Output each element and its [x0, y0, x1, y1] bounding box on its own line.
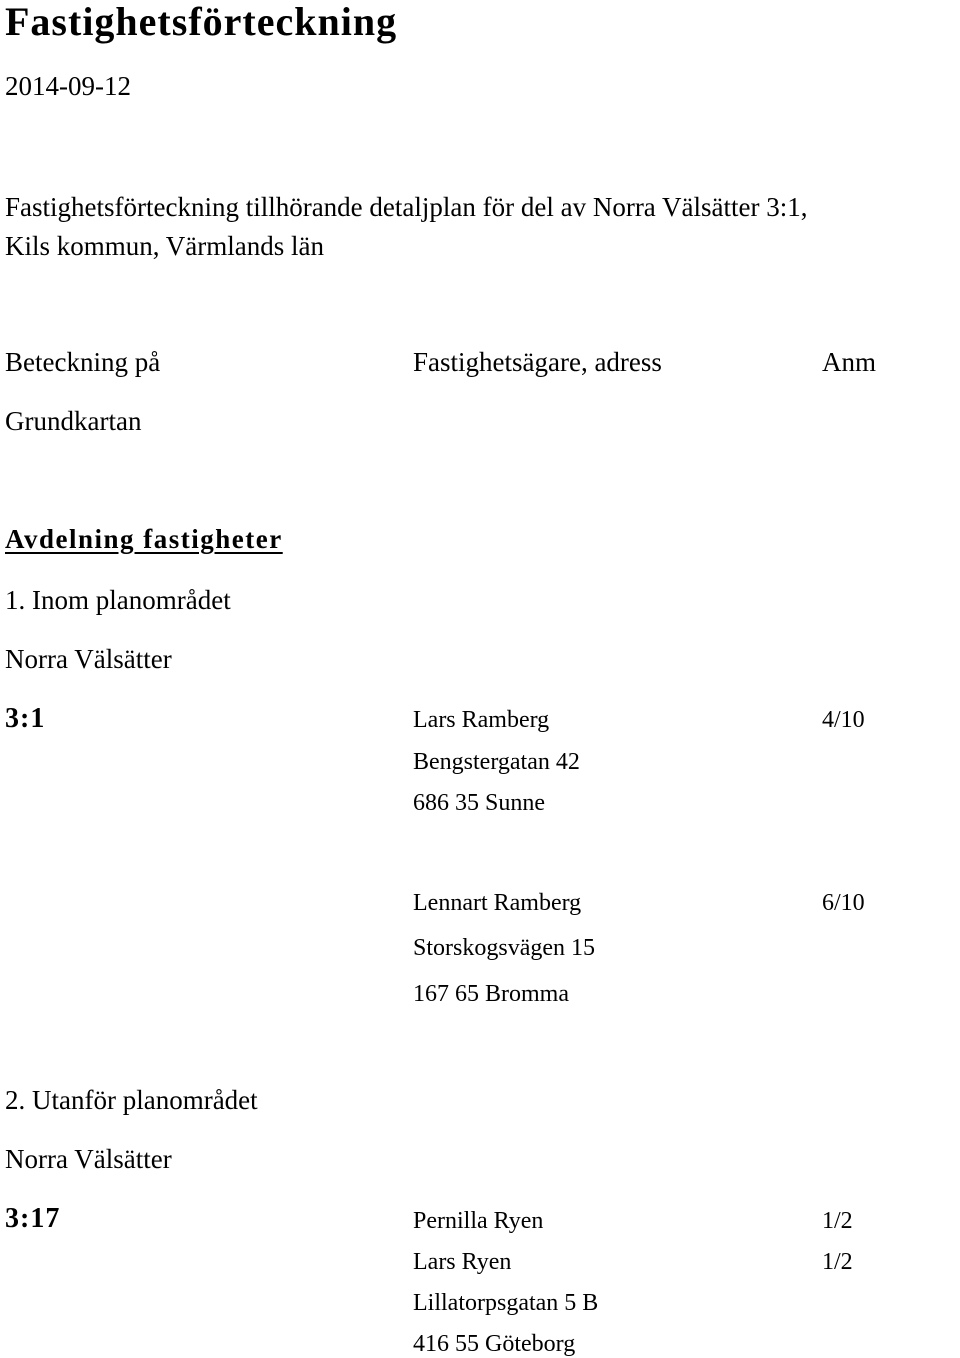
owner-street: Lillatorpsgatan 5 B — [413, 1290, 599, 1316]
document-title: Fastighetsförteckning — [5, 0, 398, 44]
owner-share: 4/10 — [822, 707, 865, 733]
owner-postal: 686 35 Sunne — [413, 790, 545, 816]
owner-street: Storskogsvägen 15 — [413, 935, 595, 961]
document-date: 2014-09-12 — [5, 71, 131, 101]
column-header-designation-line2: Grundkartan — [5, 406, 142, 436]
owner-share: 1/2 — [822, 1249, 853, 1275]
description-line-1: Fastighetsförteckning tillhörande detaljplan för del av Norra Välsätter 3:1, — [5, 192, 808, 222]
owner-street: Bengstergatan 42 — [413, 749, 580, 775]
area-name: Norra Välsätter — [5, 1144, 172, 1174]
description-line-2: Kils kommun, Värmlands län — [5, 231, 324, 261]
owner-name: Lars Ryen — [413, 1249, 512, 1275]
column-header-note: Anm — [822, 347, 876, 377]
section-heading: Avdelning fastigheter — [5, 524, 283, 554]
group-heading: 2. Utanför planområdet — [5, 1085, 258, 1115]
owner-postal: 167 65 Bromma — [413, 981, 569, 1007]
owner-share: 6/10 — [822, 890, 865, 916]
column-header-owner: Fastighetsägare, adress — [413, 347, 662, 377]
property-designation: 3:17 — [5, 1203, 61, 1234]
owner-share: 1/2 — [822, 1208, 853, 1234]
column-header-designation: Beteckning på — [5, 347, 161, 377]
area-name: Norra Välsätter — [5, 644, 172, 674]
owner-name: Lars Ramberg — [413, 707, 550, 733]
property-designation: 3:1 — [5, 703, 46, 734]
owner-postal: 416 55 Göteborg — [413, 1331, 576, 1357]
group-heading: 1. Inom planområdet — [5, 585, 231, 615]
owner-name: Lennart Ramberg — [413, 890, 582, 916]
owner-name: Pernilla Ryen — [413, 1208, 544, 1234]
